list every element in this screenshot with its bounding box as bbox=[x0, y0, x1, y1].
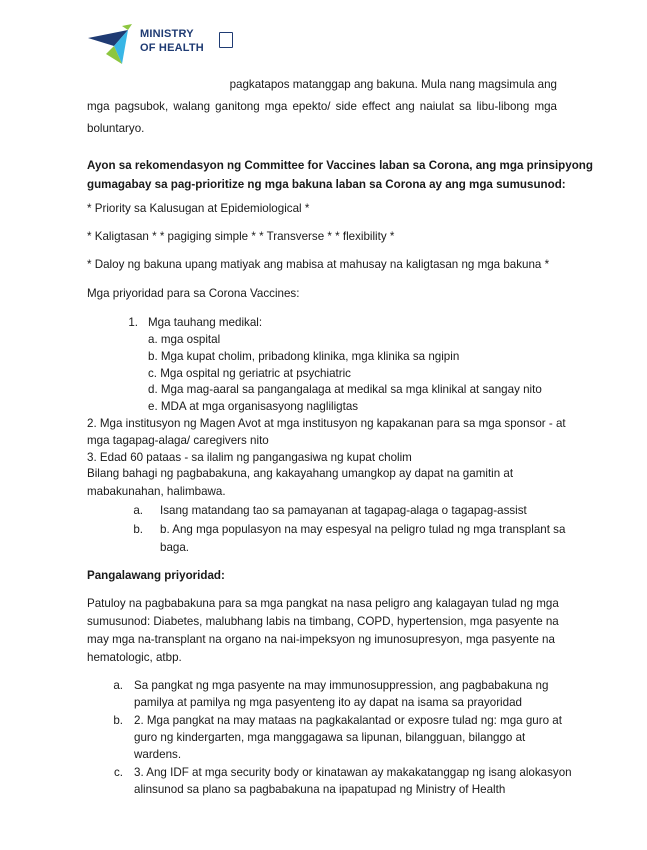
group-item-a-marker: a. bbox=[133, 504, 143, 517]
second-item-b-line-3: wardens. bbox=[134, 748, 182, 761]
item-3: 3. Edad 60 pataas - sa ilalim ng pangangasiwa ng kupat cholim bbox=[87, 451, 412, 464]
item-1-sub-a: a. mga ospital bbox=[148, 333, 221, 346]
committee-line-2: gumagabay sa pag-prioritize ng mga bakuna laban sa Corona ay ang mga sumusunod: bbox=[87, 178, 566, 191]
committee-line-1: Ayon sa rekomendasyon ng Committee for Vaccines laban sa Corona, ang mga prinsipyong bbox=[87, 159, 593, 172]
item-2-line-1: 2. Mga institusyon ng Magen Avot at mga institusyon ng kapakanan para sa mga sponsor - at bbox=[87, 417, 566, 430]
principle-3: * Daloy ng bakuna upang matiyak ang mabisa at mahusay na kaligtasan ng mga bakuna * bbox=[87, 258, 550, 271]
second-para-line-4: hematologic, atbp. bbox=[87, 651, 182, 664]
item-2-line-2: mga tagapag-alaga/ caregivers nito bbox=[87, 434, 269, 447]
group-item-a-text: Isang matandang tao sa pamayanan at tagapag-alaga o tagapag-assist bbox=[160, 504, 527, 517]
second-item-c-marker: c. bbox=[113, 766, 123, 779]
group-item-b-line-1: b. Ang mga populasyon na may espesyal na peligro tulad ng mga transplant sa bbox=[160, 523, 566, 536]
menorah-emblem-icon bbox=[219, 32, 233, 48]
second-priority-title: Pangalawang priyoridad: bbox=[87, 569, 225, 582]
item-1-sub-d: d. Mga mag-aaral sa pangangalaga at medikal sa mga klinikal at sangay nito bbox=[148, 383, 542, 396]
second-item-a-marker: a. bbox=[113, 679, 123, 692]
logo-text-line1: MINISTRY bbox=[140, 28, 194, 40]
priorities-title: Mga priyoridad para sa Corona Vaccines: bbox=[87, 287, 300, 300]
item-1-marker: 1. bbox=[128, 316, 138, 329]
second-item-a-line-2: pamilya at pamilya ng mga pasyenteng ito ay dapat na isama sa prayoridad bbox=[134, 696, 522, 709]
item-1-sub-c: c. Mga ospital ng geriatric at psychiatric bbox=[148, 367, 351, 380]
second-item-b-marker: b. bbox=[113, 714, 123, 727]
principle-1: * Priority sa Kalusugan at Epidemiological * bbox=[87, 202, 310, 215]
group-item-b-line-2: baga. bbox=[160, 541, 190, 554]
second-item-c-line-2: alinsunod sa plano sa pagbabakuna na ipapatupad ng Ministry of Health bbox=[134, 783, 506, 796]
item-1-title: Mga tauhang medikal: bbox=[148, 316, 263, 329]
logo-text-line2: OF HEALTH bbox=[140, 42, 204, 54]
ministry-of-health-logo bbox=[88, 24, 238, 70]
group-note-line-1: Bilang bahagi ng pagbabakuna, ang kakayahang umangkop ay dapat na gamitin at bbox=[87, 467, 514, 480]
item-1-sub-b: b. Mga kupat cholim, pribadong klinika, mga klinika sa ngipin bbox=[148, 350, 460, 363]
logo-mark-icon bbox=[88, 24, 144, 70]
group-item-b-marker: b. bbox=[133, 523, 143, 536]
second-item-b-line-2: guro ng kindergarten, mga manggagawa sa lipunan, bilangguan, bilanggo at bbox=[134, 731, 526, 744]
second-item-a-line-1: Sa pangkat ng mga pasyente na may immunosuppression, ang pagbabakuna ng bbox=[134, 679, 549, 692]
intro-line-1: pagkatapos matanggap ang bakuna. Mula nang magsimula ang bbox=[229, 78, 557, 91]
item-1-sub-e: e. MDA at mga organisasyong nagliligtas bbox=[148, 400, 359, 413]
second-para-line-3: may mga na-transplant na organo na nai-impeksyon ng imunosupresyon, mga pasyente na bbox=[87, 633, 555, 646]
principle-2: * Kaligtasan * * pagiging simple * * Transverse * * flexibility * bbox=[87, 230, 395, 243]
second-item-c-line-1: 3. Ang IDF at mga security body or kinatawan ay makakatanggap ng isang alokasyon bbox=[134, 766, 572, 779]
intro-line-3: boluntaryo. bbox=[87, 122, 145, 135]
second-para-line-1: Patuloy na pagbabakuna para sa mga pangkat na nasa peligro ang kalagayan tulad ng mga bbox=[87, 597, 559, 610]
second-item-b-line-1: 2. Mga pangkat na may mataas na pagkakalantad or exposre tulad ng: mga guro at bbox=[134, 714, 562, 727]
second-para-line-2: sumusunod: Diabetes, malubhang labis na timbang, COPD, hypertension, mga pasyente na bbox=[87, 615, 559, 628]
intro-line-2: mga pagsubok, walang ganitong mga epekto/ side effect ang naiulat sa libu-libong mga bbox=[87, 100, 557, 113]
group-note-line-2: mabakunahan, halimbawa. bbox=[87, 485, 226, 498]
